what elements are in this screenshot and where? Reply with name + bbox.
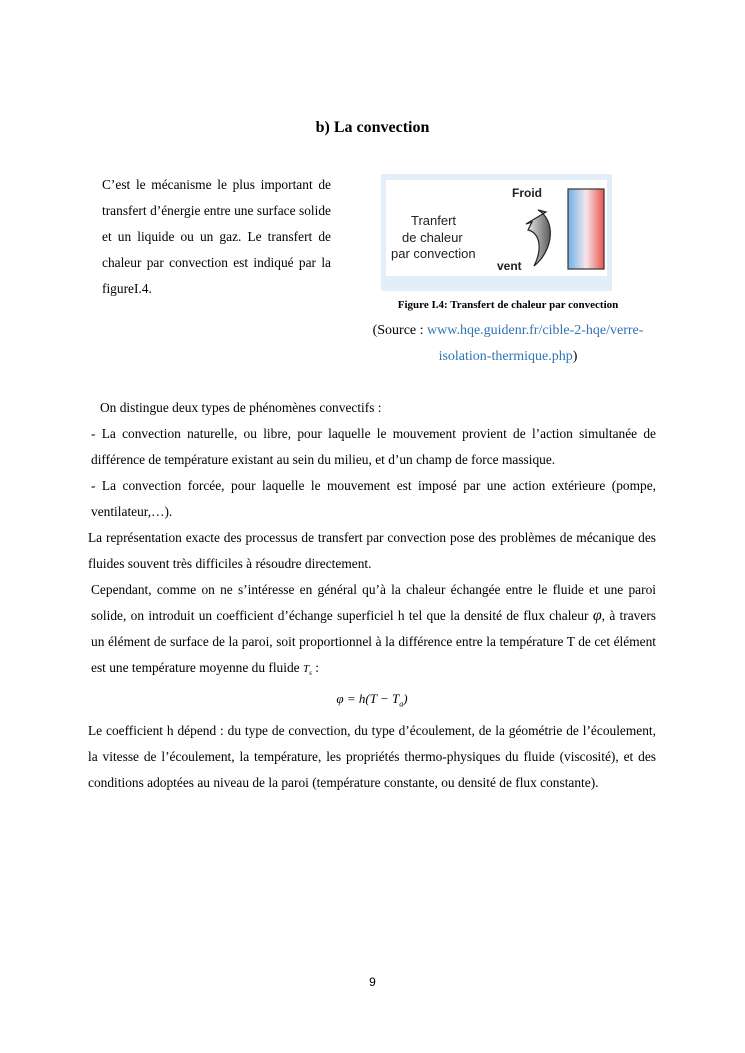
intro-paragraph: C’est le mécanisme le plus important de transfert d’énergie entre une surface solide et un liquide ou un gaz. Le transfert de chaleur par convection est indiqué par la figureI.4.	[102, 177, 331, 296]
paragraph-5	[88, 577, 656, 686]
phi-symbol: φ	[592, 607, 602, 624]
figure-image	[386, 180, 607, 276]
label-cold: Froid	[512, 186, 542, 200]
figure-frame	[381, 174, 612, 291]
section-heading: b) La convection	[315, 119, 430, 136]
figure-source	[340, 318, 676, 370]
source-link-2[interactable]: isolation-thermique.php	[438, 349, 573, 364]
page-number: 9	[369, 975, 376, 989]
ts-symbol: $T_s$	[302, 663, 312, 678]
figure-caption: Figure I.4: Transfert de chaleur par convection	[397, 299, 619, 311]
wall-shape	[568, 189, 604, 269]
source-prefix: (Source :	[372, 323, 428, 338]
paragraph-4: La représentation exacte des processus de transfert par convection pose des problèmes de mécanique des fluides souvent très difficiles à résoudre directement.	[88, 530, 656, 571]
source-suffix: )	[572, 349, 578, 364]
paragraph-5-part-b: , à travers un élément de surface de la paroi, soit proportionnel à la différence entre la température T de cet élément est une température moyenne du fluide	[91, 608, 656, 675]
formula: $\varphi = h(T - T_a)$	[336, 691, 408, 709]
paragraph-6: Le coefficient h dépend : du type de convection, du type d’écoulement, de la géométrie de l’écoulement, la vitesse de l’écoulement, la température, les propriétés thermo-physiques du fluide (viscosité), et des conditions adoptées au niveau de la paroi (température constante, ou densité de flux constante).	[88, 722, 656, 790]
convection-illustration	[386, 180, 607, 276]
paragraph-2: - La convection naturelle, ou libre, pour laquelle le mouvement provient de l’action simultanée de différence de température existant au sein du milieu, et d’un champ de force massique.	[91, 426, 656, 467]
source-link-1[interactable]: www.hqe.guidenr.fr/cible-2-hqe/verre-	[427, 323, 644, 338]
label-transfer-2: de chaleur	[402, 230, 463, 245]
label-wind: vent	[497, 259, 522, 273]
label-transfer-3: par convection	[391, 246, 476, 261]
paragraph-3: - La convection forcée, pour laquelle le mouvement est imposé par une action extérieure (pompe, ventilateur,…).	[91, 478, 656, 519]
curved-arrow-icon	[526, 210, 550, 266]
label-transfer-1: Tranfert	[411, 213, 457, 228]
paragraph-1: On distingue deux types de phénomènes convectifs :	[100, 400, 382, 415]
paragraph-5-part-c: :	[315, 660, 319, 675]
paragraph-5-part-a: Cependant, comme on ne s’intéresse en général qu’à la chaleur échangée entre le fluide et une paroi solide, on introduit un coefficient d’échange superficiel h tel que la densité de flux chaleur	[91, 582, 656, 623]
body-text	[88, 395, 656, 796]
